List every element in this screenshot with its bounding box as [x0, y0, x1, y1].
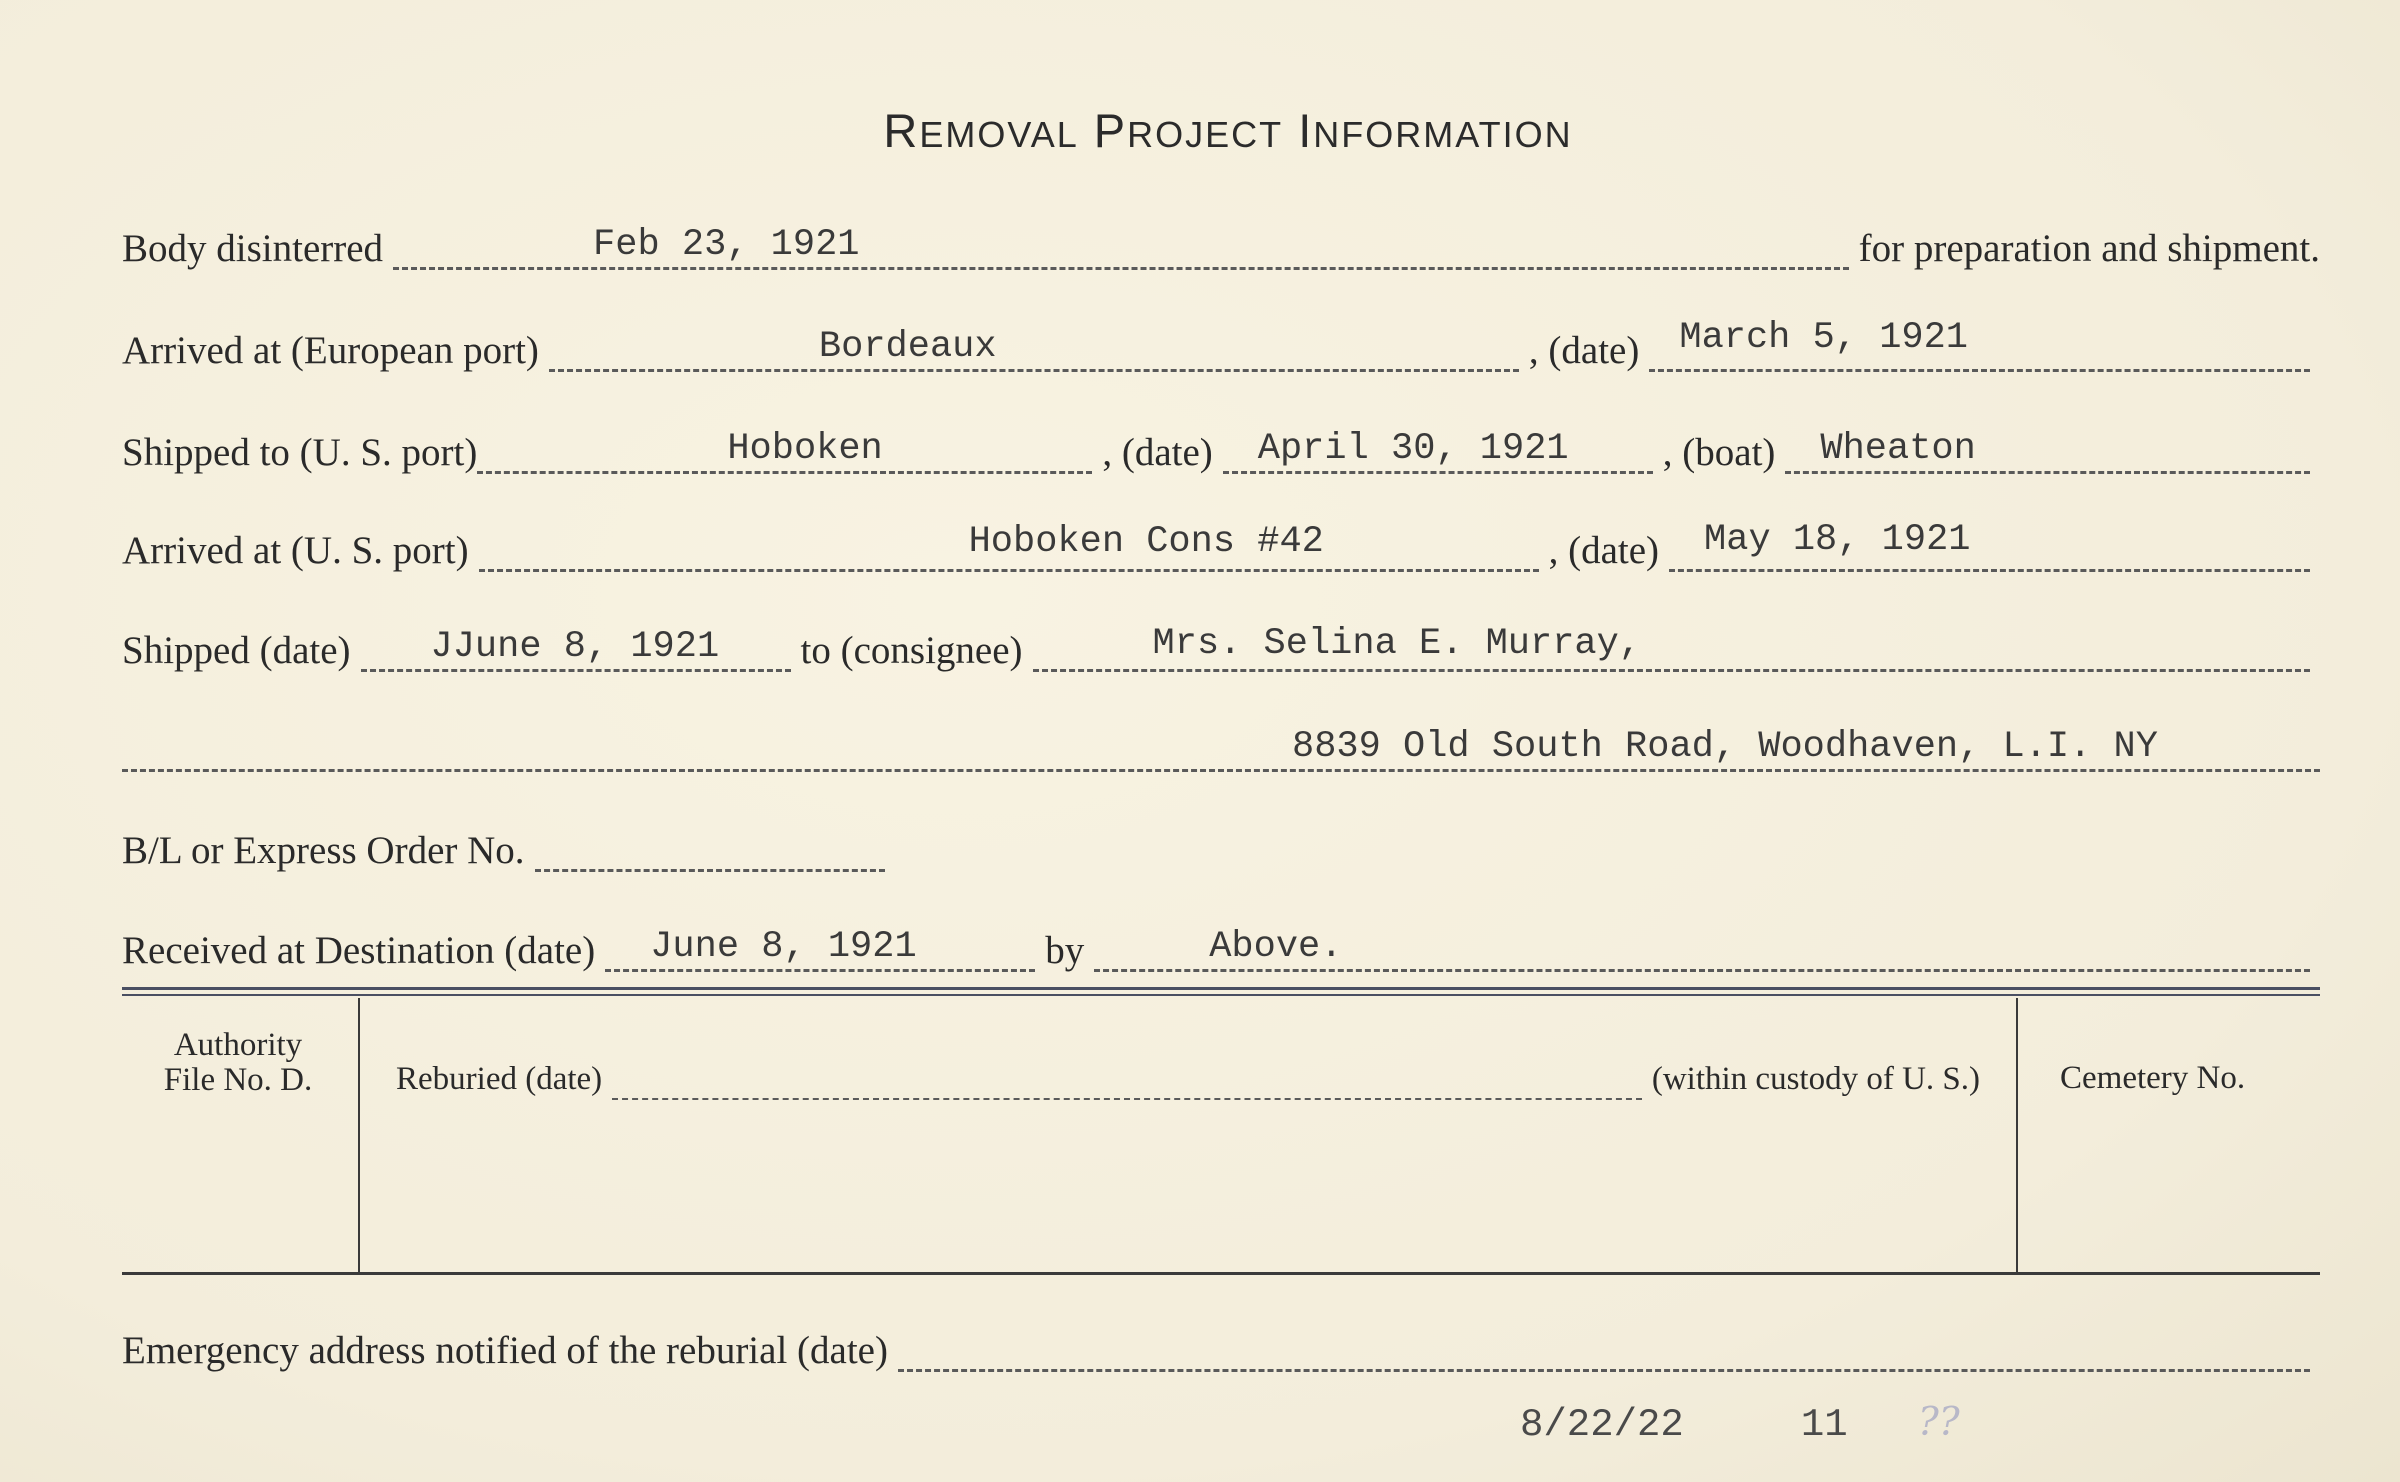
title-word: EMOVAL [919, 114, 1079, 155]
received-destination-date-field[interactable] [605, 926, 1035, 972]
table-divider-left [358, 998, 360, 1272]
page-title [0, 103, 2400, 158]
arrived-us-port-label: Arrived at (U. S. port) [122, 529, 469, 572]
handwritten-initials: ?? [1917, 1400, 1960, 1445]
table-top-rule-2 [122, 994, 2320, 996]
arrived-us-port-field[interactable] [479, 521, 1539, 572]
european-port-field[interactable] [549, 326, 1519, 372]
arrived-european-port-label: Arrived at (European port) [122, 329, 539, 372]
received-destination-row [122, 912, 2320, 972]
european-port-date-value: March 5, 1921 [1679, 317, 1969, 359]
received-destination-date-value: June 8, 1921 [650, 926, 917, 968]
shipped-us-port-row [122, 414, 2320, 474]
reburied-row [396, 1050, 1980, 1100]
custody-label: (within custody of U. S.) [1651, 1061, 1980, 1097]
arrived-us-date-label: , (date) [1548, 529, 1660, 572]
table-divider-right [2016, 998, 2018, 1272]
stamp-code: 11 [1800, 1403, 1848, 1447]
shipped-us-port-label: Shipped to (U. S. port) [122, 431, 478, 474]
shipped-consignee-row [122, 612, 2320, 672]
arrived-us-port-row [122, 512, 2320, 572]
bl-express-order-field[interactable] [535, 829, 885, 872]
file-no-label: File No. D. [163, 1061, 313, 1098]
boat-label: , (boat) [1662, 431, 1776, 474]
shipped-date-field[interactable] [1223, 428, 1653, 474]
body-disinterred-value: Feb 23, 1921 [593, 224, 860, 266]
boat-value: Wheaton [1820, 428, 1976, 470]
preparation-shipment-label: for preparation and shipment. [1858, 227, 2320, 270]
authority-label: Authority [173, 1027, 303, 1063]
stamp-date: 8/22/22 [1520, 1403, 1684, 1447]
bl-express-order-row [122, 812, 2320, 872]
arrived-us-date-value: May 18, 1921 [1704, 519, 1971, 561]
boat-field[interactable] [1785, 428, 2310, 474]
title-letter: R [883, 104, 920, 157]
consignee-address-field[interactable] [122, 726, 2320, 772]
reburied-date-field[interactable] [612, 1068, 1642, 1100]
bl-express-order-label: B/L or Express Order No. [122, 829, 525, 872]
shipped-us-port-field[interactable] [477, 428, 1092, 474]
received-by-label: by [1045, 929, 1085, 972]
table-bottom-rule [122, 1272, 2320, 1275]
reburied-label: Reburied (date) [396, 1061, 603, 1097]
consignee-field[interactable] [1033, 623, 2310, 672]
authority-file-label [130, 1028, 346, 1097]
received-by-value: Above. [1209, 926, 1343, 968]
consignee-value: Mrs. Selina E. Murray, [1152, 623, 1642, 665]
european-port-date-field[interactable] [1649, 317, 2310, 372]
cemetery-no-label: Cemetery No. [2060, 1060, 2246, 1096]
shipped-date-value: April 30, 1921 [1257, 428, 1569, 470]
title-word: NFORMATION [1313, 114, 1573, 155]
received-destination-label: Received at Destination (date) [122, 929, 596, 972]
footer-stamp [1520, 1400, 1960, 1447]
shipped-to-consignee-date-field[interactable] [361, 626, 791, 672]
shipped-to-consignee-date-value: JJune 8, 1921 [430, 626, 720, 668]
emergency-address-row [122, 1312, 2320, 1372]
emergency-date-field[interactable] [898, 1329, 2310, 1372]
shipped-us-port-value: Hoboken [727, 428, 883, 470]
consignee-address-row [122, 712, 2320, 772]
european-port-value: Bordeaux [818, 326, 997, 368]
arrived-us-port-value: Hoboken Cons #42 [968, 521, 1324, 563]
title-letter: I [1298, 104, 1314, 157]
body-disinterred-row [122, 210, 2320, 270]
title-word: ROJECT [1127, 114, 1284, 155]
arrived-european-port-row [122, 312, 2320, 372]
body-disinterred-field[interactable] [393, 224, 1849, 270]
emergency-address-label: Emergency address notified of the reburial (date) [122, 1329, 888, 1372]
table-top-rule [122, 987, 2320, 990]
title-letter: P [1093, 104, 1128, 157]
body-disinterred-label: Body disinterred [122, 227, 384, 270]
shipped-date-to-consignee-label: Shipped (date) [122, 629, 351, 672]
european-port-date-label: , (date) [1528, 329, 1640, 372]
shipped-date-label: , (date) [1102, 431, 1213, 474]
arrived-us-date-field[interactable] [1669, 519, 2310, 572]
consignee-label: to (consignee) [800, 629, 1023, 672]
received-by-field[interactable] [1094, 926, 2310, 972]
consignee-address-value: 8839 Old South Road, Woodhaven, L.I. NY [1292, 726, 2158, 768]
